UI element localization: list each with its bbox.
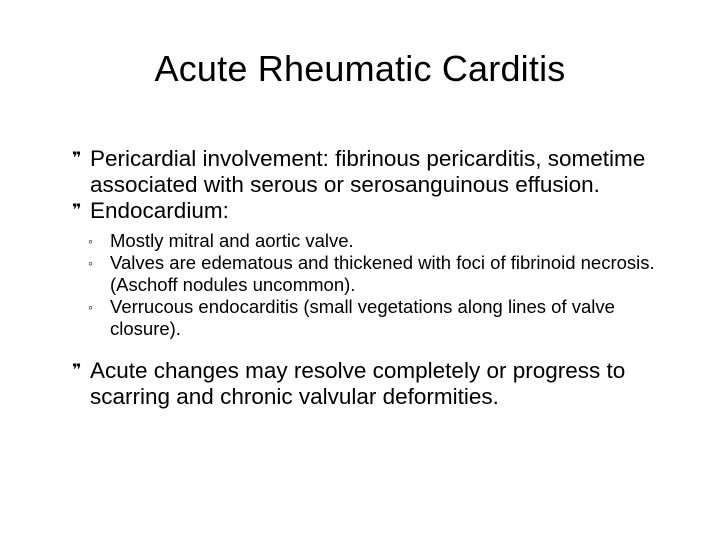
sub-bullet-text: Valves are edematous and thickened with foci of fibrinoid necrosis. (Aschoff nodules uncommon). bbox=[110, 252, 655, 295]
hollow-circle-icon: ◦ bbox=[88, 299, 93, 315]
spacer bbox=[72, 340, 672, 358]
bullet-acute-changes bbox=[72, 358, 672, 410]
sub-bullet-valves bbox=[88, 252, 672, 296]
endocardium-sub-list bbox=[88, 230, 672, 340]
bullet-text: Acute changes may resolve completely or progress to scarring and chronic valvular deformities. bbox=[90, 358, 626, 409]
bullet-text: Pericardial involvement: fibrinous pericarditis, sometime associated with serous or serosanguinous effusion. bbox=[90, 146, 646, 197]
sub-bullet-text: Verrucous endocarditis (small vegetations along lines of valve closure). bbox=[110, 296, 615, 339]
quote-mark-icon: ❞ bbox=[72, 362, 82, 379]
quote-mark-icon: ❞ bbox=[72, 150, 82, 167]
sub-bullet-text: Mostly mitral and aortic valve. bbox=[110, 230, 354, 251]
sub-bullet-verrucous bbox=[88, 296, 672, 340]
quote-mark-icon: ❞ bbox=[72, 202, 82, 219]
bullet-pericardial bbox=[72, 146, 672, 198]
slide-body bbox=[72, 146, 672, 410]
sub-bullet-mitral bbox=[88, 230, 672, 252]
bullet-text: Endocardium: bbox=[90, 198, 229, 223]
bullet-endocardium bbox=[72, 198, 672, 224]
slide-title: Acute Rheumatic Carditis bbox=[154, 48, 566, 89]
hollow-circle-icon: ◦ bbox=[88, 233, 93, 249]
hollow-circle-icon: ◦ bbox=[88, 255, 93, 271]
